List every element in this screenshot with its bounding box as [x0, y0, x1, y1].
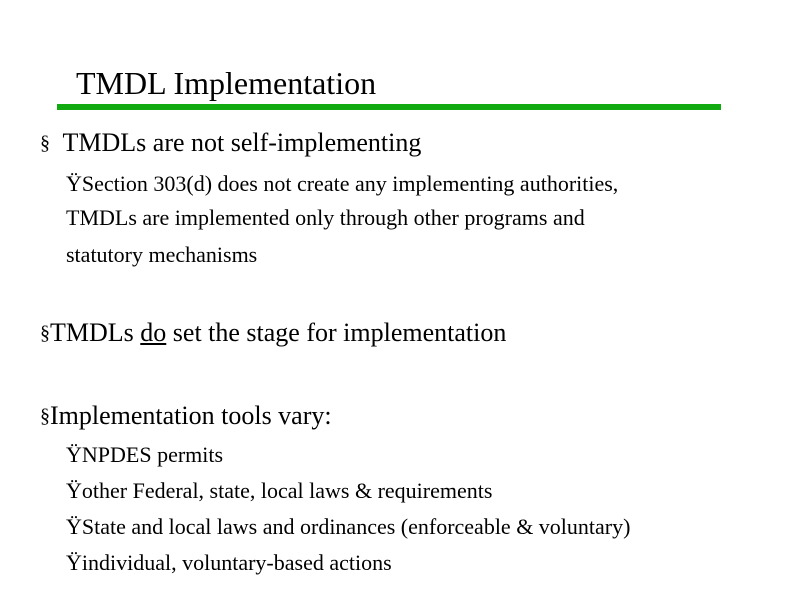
sub-bullet-continuation: TMDLs are implemented only through other programs and [66, 205, 585, 230]
sub-bullet-icon: Ÿ [66, 478, 82, 503]
bullet-text-after: set the stage for implementation [166, 318, 507, 347]
sub-bullet-icon: Ÿ [66, 550, 82, 575]
section-bullet-icon: § [40, 132, 50, 154]
section-bullet-icon: § [40, 322, 50, 344]
sub-bullet-text: NPDES permits [81, 442, 224, 467]
bullet-item-tools-vary [40, 401, 332, 431]
sub-bullet-icon: Ÿ [66, 514, 82, 539]
sub-bullet-text: individual, voluntary-based actions [81, 550, 392, 575]
sub-bullet-text: State and local laws and ordinances (enforceable & voluntary) [81, 514, 631, 539]
title-underline-rule [57, 104, 721, 110]
sub-bullet-line [66, 509, 630, 545]
sub-bullet-continuation: statutory mechanisms [66, 242, 258, 267]
bullet-text: TMDLs are not self-implementing [62, 128, 422, 157]
bullet-item-not-self-implementing [40, 128, 421, 158]
sub-bullet-line [66, 473, 492, 509]
sub-bullet-text: Section 303(d) does not create any implementing authorities, [81, 171, 619, 196]
sub-bullet-line [66, 166, 618, 202]
bullet-item-set-the-stage [40, 318, 506, 348]
slide-title: TMDL Implementation [76, 65, 377, 101]
sub-bullet-text: other Federal, state, local laws & requirements [81, 478, 493, 503]
sub-bullet-line [66, 545, 392, 581]
sub-bullet-icon: Ÿ [66, 171, 82, 196]
section-bullet-icon: § [40, 405, 50, 427]
sub-bullet-line [66, 437, 223, 473]
underlined-word: do [140, 318, 167, 347]
bullet-text-before: TMDLs [50, 318, 141, 347]
sub-bullet-icon: Ÿ [66, 442, 82, 467]
bullet-text: Implementation tools vary: [50, 401, 332, 430]
